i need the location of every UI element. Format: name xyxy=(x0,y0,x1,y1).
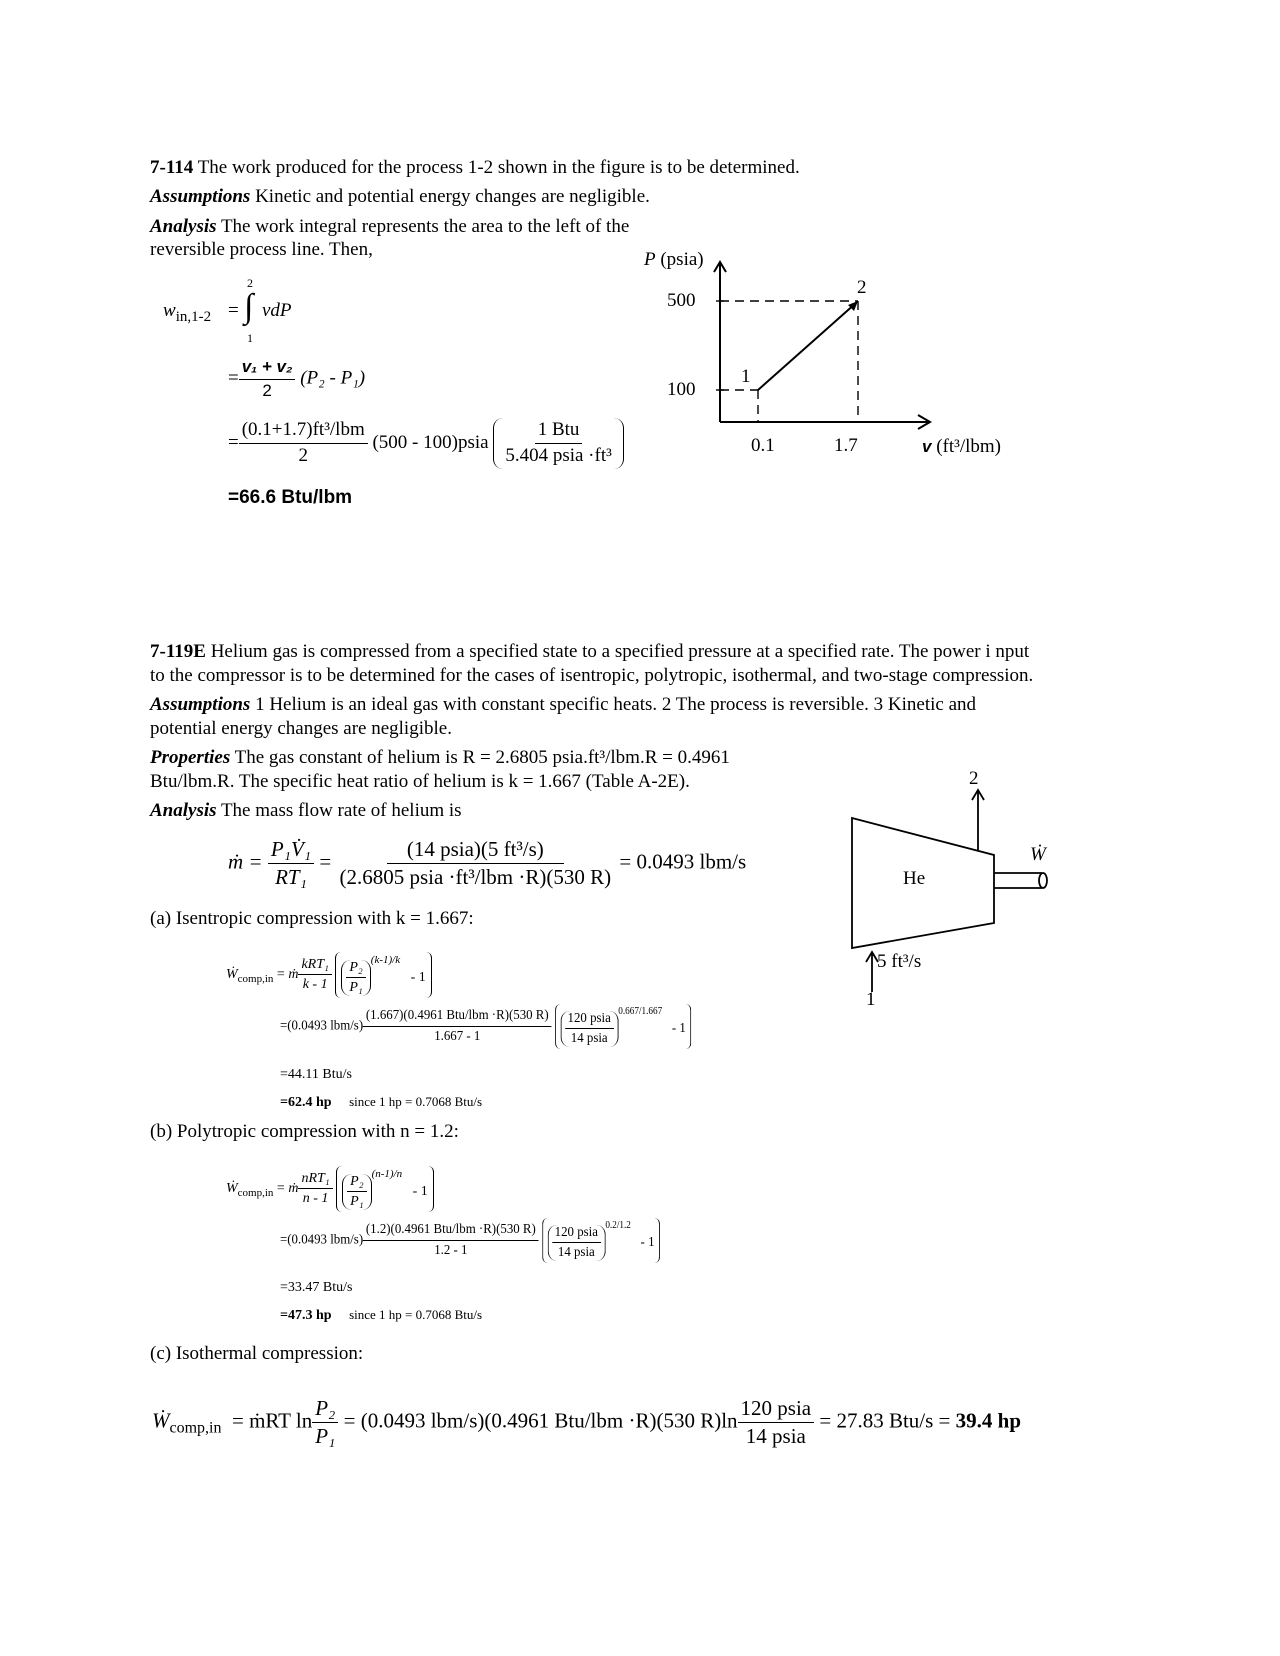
step3: = $\frac{\text{(0.1+1.7)ft³/lbm}}{2}$ (500 - 100)psia $\frac{\text{1 Btu}}{\text{5.404 psia ·ft³}}$ xyxy=(228,418,624,469)
equals-sign: = xyxy=(228,300,239,321)
compressor-diagram xyxy=(830,760,1060,1020)
problem-number: 7-114 xyxy=(150,157,194,178)
problem-119-statement-line2: to the compressor is to be determined for the cases of isentropic, polytropic, isothermal, and two-stage compression. xyxy=(150,665,1034,686)
properties-119-line2: Btu/lbm.R. The specific heat ratio of helium is k = 1.667 (Table A-2E). xyxy=(150,771,690,792)
part-b-line2: =(0.0493 lbm/s) $\frac{\text{(1.2)(0.4961 Btu/lbm ·R)(530 R)}}{1.2 - 1}$ $\frac{\text{120 psia}}{\text{14 psia}}$ $^{0.2/1.2}$ - 1 xyxy=(280,1218,660,1263)
part-b-line4: =47.3 hp since 1 hp = 0.7068 Btu/s xyxy=(280,1307,483,1323)
compressor-gas-label: He xyxy=(903,868,926,889)
problem-number: 7-119E xyxy=(150,641,206,662)
part-a-title: (a) Isentropic compression with k = 1.667: xyxy=(150,908,474,929)
part-b-line3: =33.47 Btu/s xyxy=(280,1280,353,1295)
integral-upper: 2 xyxy=(247,276,253,290)
y-tick-500: 500 xyxy=(667,290,696,311)
part-a-line2: =(0.0493 lbm/s) $\frac{\text{(1.667)(0.4961 Btu/lbm ·R)(530 R)}}{1.667 - 1}$ $\frac{\text{120 psia}}{\text{14 psia}}$ $^{0.667/1.667}$ - 1 xyxy=(280,1004,691,1049)
step2: = $\frac{\text{v₁ + v₂}}{2}$ (P₂ - P₁) xyxy=(228,357,366,400)
integral-sign: ∫ xyxy=(244,288,254,325)
mdot-equation: ṁ = $\frac{\text{P₁V̇₁}}{\text{RT₁}}$ = $\frac{\text{(14 psia)(5 ft³/s)}}{\text{(2.6805 psia ·ft³/lbm ·R)(530 R)}}$ = 0.0493 lbm/s xyxy=(228,837,747,890)
y-tick-100: 100 xyxy=(667,379,696,400)
part-a-formula: Ẇ$_{comp,in}$ = ṁ $\frac{\text{kRT₁}}{k - 1}$ $\frac{\text{P₂}}{\text{P₁}}$ $^{(k-1)/k}$ - 1 xyxy=(226,952,432,998)
assumptions-119: Assumptions 1 Helium is an ideal gas with constant specific heats. 2 The process is reversible. 3 Kinetic and xyxy=(150,694,977,715)
part-a-line3: =44.11 Btu/s xyxy=(280,1067,352,1082)
work-equation-lhs: $w_{in,1-2}$ xyxy=(163,300,212,325)
problem-119-statement: 7-119E Helium gas is compressed from a specified state to a specified pressure at a specified rate. The power i nput xyxy=(150,641,1030,662)
analysis-114: Analysis The work integral represents the area to the left of the xyxy=(150,216,630,237)
x-tick-1.7: 1.7 xyxy=(834,435,858,456)
shaft-end xyxy=(1039,873,1047,888)
result-114: =66.6 Btu/lbm xyxy=(228,487,353,508)
part-a-line4: =62.4 hp since 1 hp = 0.7068 Btu/s xyxy=(280,1094,483,1110)
state-in-label: 1 xyxy=(866,989,876,1010)
assumptions-119-line2: potential energy changes are negligible. xyxy=(150,718,452,739)
pv-diagram xyxy=(630,250,1020,465)
part-b-formula: Ẇ$_{comp,in}$ = ṁ $\frac{\text{nRT₁}}{n - 1}$ $\frac{\text{P₂}}{\text{P₁}}$ $^{(n-1)/n}$ - 1 xyxy=(226,1166,434,1212)
point-label-2: 2 xyxy=(857,277,867,298)
integral-body: vdP xyxy=(262,300,292,321)
analysis-119: Analysis The mass flow rate of helium is xyxy=(150,800,462,821)
work-label: Ẇ xyxy=(1030,844,1046,865)
problem-114-statement: 7-114 The work produced for the process 1-2 shown in the figure is to be determined. xyxy=(150,157,800,178)
x-tick-0.1: 0.1 xyxy=(751,435,775,456)
assumptions-114: Assumptions Kinetic and potential energy changes are negligible. xyxy=(150,186,650,207)
point-label-1: 1 xyxy=(741,366,751,387)
analysis-114-line2: reversible process line. Then, xyxy=(150,239,373,260)
state-out-label: 2 xyxy=(969,768,979,789)
x-axis-label: v (ft³/lbm) xyxy=(922,436,1002,457)
process-line xyxy=(758,303,856,390)
properties-119: Properties The gas constant of helium is R = 2.6805 psia.ft³/lbm.R = 0.4961 xyxy=(150,747,730,768)
part-b-title: (b) Polytropic compression with n = 1.2: xyxy=(150,1121,459,1142)
part-c-title: (c) Isothermal compression: xyxy=(150,1343,364,1364)
y-axis-label: P (psia) xyxy=(644,249,704,270)
inlet-flow-label: 5 ft³/s xyxy=(877,951,922,972)
part-c-equation: $Ẇ_{comp,in}$ = ṁRT ln $\frac{\text{P₂}}{\text{P₁}}$ = (0.0493 lbm/s)(0.4961 Btu/lbm ·R)(530 R)ln $\frac{\text{120 psia}}{\text{14 psia}}$ = 27.83 Btu/s = 39.4 hp xyxy=(152,1396,1022,1449)
integral-lower: 1 xyxy=(247,331,253,345)
